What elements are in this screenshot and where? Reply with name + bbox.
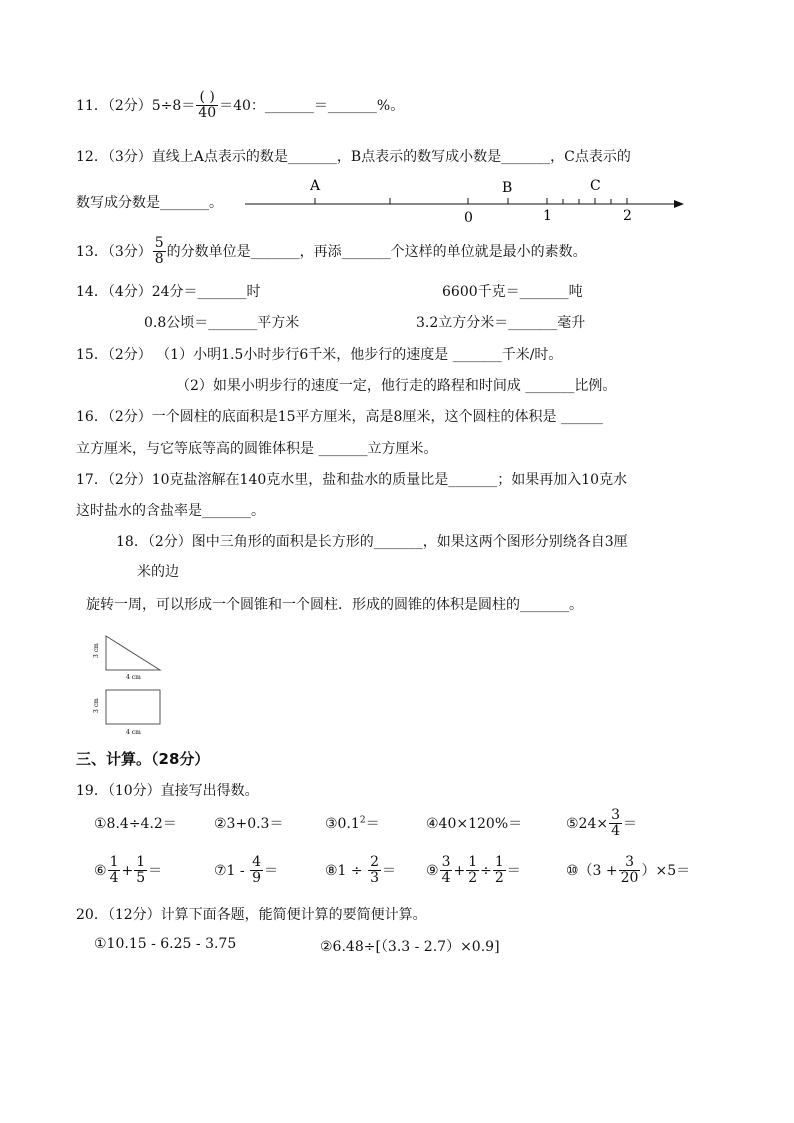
expression-post: ）×5＝ (641, 862, 691, 879)
q19-item-3 (325, 813, 380, 833)
number-line-arrow (674, 200, 684, 208)
equals: ＝ (148, 862, 163, 879)
q18-line2: 米的边 (137, 564, 179, 580)
label-a: A (310, 178, 321, 194)
q19-item-2: ②3+0.3＝ (214, 816, 284, 832)
numerator: 1 (109, 854, 119, 870)
fraction (368, 855, 381, 887)
denominator: 2 (468, 870, 478, 887)
q11-number: 11．（2分） (76, 97, 152, 114)
question-13 (76, 236, 587, 268)
operator: + (121, 862, 134, 879)
q19-item-7 (214, 855, 278, 887)
denominator: 3 (370, 870, 380, 887)
tick-label-2: 2 (623, 208, 632, 224)
rectangle-width-label: 4 cm (126, 729, 141, 736)
operator: + (453, 862, 466, 879)
operator: ÷ (480, 862, 492, 879)
q20-title: 20．（12分）计算下面各题，能简便计算的要简便计算。 (76, 907, 427, 923)
q18-line3: 旋转一周，可以形成一个圆锥和一个圆柱．形成的圆锥的体积是圆柱的_______。 (86, 597, 583, 613)
q15-line1: 15．（2分） （1）小明1.5小时步行6千米，他步行的速度是 _______千米/时。 (76, 347, 563, 363)
triangle-width-label: 4 cm (126, 674, 141, 681)
expression-pre: ⑧1 ÷ (325, 862, 368, 879)
label-b: B (502, 180, 513, 196)
q11-pre: 5÷8＝ (151, 97, 196, 114)
rectangle-shape (106, 690, 160, 724)
expression-pre: ⑩（3 + (566, 862, 618, 879)
q19-item-5-fraction (609, 808, 622, 840)
q12-line2: 数写成分数是_______。 (76, 195, 223, 211)
fraction (440, 855, 453, 887)
q11-numerator: ( ) (196, 90, 218, 106)
q15-line2: （2）如果小明步行的速度一定，他行走的路程和时间成 _______比例。 (176, 378, 617, 394)
label-c: C (590, 178, 601, 194)
section-3-heading: 三、计算。（28分） (76, 750, 210, 768)
numerator: 1 (494, 854, 504, 870)
fraction (466, 855, 479, 887)
fraction (493, 855, 506, 887)
fraction (619, 855, 641, 887)
q19-item-3-exponent: 2 (359, 815, 366, 826)
q19-item-3-base: ③0.1 (325, 816, 360, 832)
numerator: 3 (441, 854, 451, 870)
q18-figure (86, 628, 176, 738)
q17-line2: 这时盐水的含盐率是_______。 (76, 503, 265, 519)
q11-denominator: 40 (198, 105, 217, 122)
circled-number: ⑥ (94, 862, 107, 879)
q19-item-9 (426, 855, 521, 887)
q12-line1: 12．（3分）直线上A点表示的数是_______，B点表示的数写成小数是_______，C点表示的 (76, 149, 631, 165)
denominator: 9 (252, 870, 262, 887)
denominator: 2 (494, 870, 504, 887)
denominator: 4 (109, 870, 119, 887)
fraction (250, 855, 263, 887)
numerator: 4 (252, 854, 262, 870)
q19-item-6 (94, 855, 162, 887)
triangle-height-label: 3 cm (93, 643, 100, 658)
q20-problem-1: ①10.15 - 6.25 - 3.75 (94, 936, 237, 952)
q20-problem-2: ②6.48÷[（3.3 - 2.7）×0.9] (320, 939, 500, 955)
q16-line1: 16．（2分）一个圆柱的底面积是15平方厘米，高是8厘米，这个圆柱的体积是 ______ (76, 409, 603, 425)
numerator: 1 (468, 854, 478, 870)
q14-line2b: 3.2立方分米＝_______毫升 (416, 315, 586, 331)
numerator: 1 (136, 854, 146, 870)
equals: ＝ (623, 815, 638, 832)
equals: ＝ (264, 862, 279, 879)
q18-line1: 18．（2分）图中三角形的面积是长方形的_______，如果这两个图形分别绕各自3厘 (116, 534, 628, 550)
numerator: 3 (611, 807, 621, 823)
expression-pre: ⑦1 - (214, 862, 250, 879)
q13-numerator: 5 (154, 235, 164, 251)
q16-line2: 立方厘米，与它等底等高的圆锥体积是 _______立方厘米。 (76, 441, 438, 457)
fraction (134, 855, 147, 887)
q19-item-10 (566, 855, 690, 887)
denominator: 20 (620, 870, 639, 887)
q13-post: 的分数单位是_______，再添_______个这样的单位就是最小的素数。 (166, 243, 587, 260)
q19-item-4: ④40×120%＝ (426, 816, 523, 832)
tick-label-1: 1 (543, 208, 552, 224)
q19-item-8 (325, 855, 396, 887)
q19-title: 19．（10分）直接写出得数。 (76, 783, 259, 799)
q13-number: 13．（3分） (76, 243, 152, 260)
q13-denominator: 8 (154, 251, 164, 268)
fraction (108, 855, 121, 887)
question-11 (76, 90, 404, 122)
denominator: 4 (611, 823, 621, 840)
q11-post: ＝40：_______＝_______%。 (219, 97, 405, 114)
denominator: 5 (136, 870, 146, 887)
q13-fraction (153, 236, 166, 268)
q19-item-5 (566, 808, 637, 840)
numerator: 3 (619, 855, 641, 871)
number-line (240, 172, 690, 228)
triangle-shape (106, 636, 160, 670)
q19-item-5-pre: ⑤24× (566, 815, 609, 832)
denominator: 4 (441, 870, 451, 887)
q14-line1b: 6600千克＝_______吨 (442, 284, 583, 300)
q11-fraction (196, 90, 218, 122)
q19-item-1: ①8.4÷4.2＝ (94, 816, 177, 832)
q19-item-3-equals: ＝ (365, 816, 380, 832)
equals: ＝ (506, 862, 521, 879)
q17-line1: 17．（2分）10克盐溶解在140克水里，盐和盐水的质量比是_______；如果再加入10克水 (76, 472, 628, 488)
equals: ＝ (382, 862, 397, 879)
q14-line2a: 0.8公顷＝_______平方米 (144, 315, 300, 331)
q14-line1a: 14．（4分）24分＝_______时 (76, 284, 261, 300)
circled-number: ⑨ (426, 862, 439, 879)
rectangle-height-label: 3 cm (93, 698, 100, 713)
tick-label-0: 0 (464, 210, 473, 226)
numerator: 2 (370, 854, 380, 870)
